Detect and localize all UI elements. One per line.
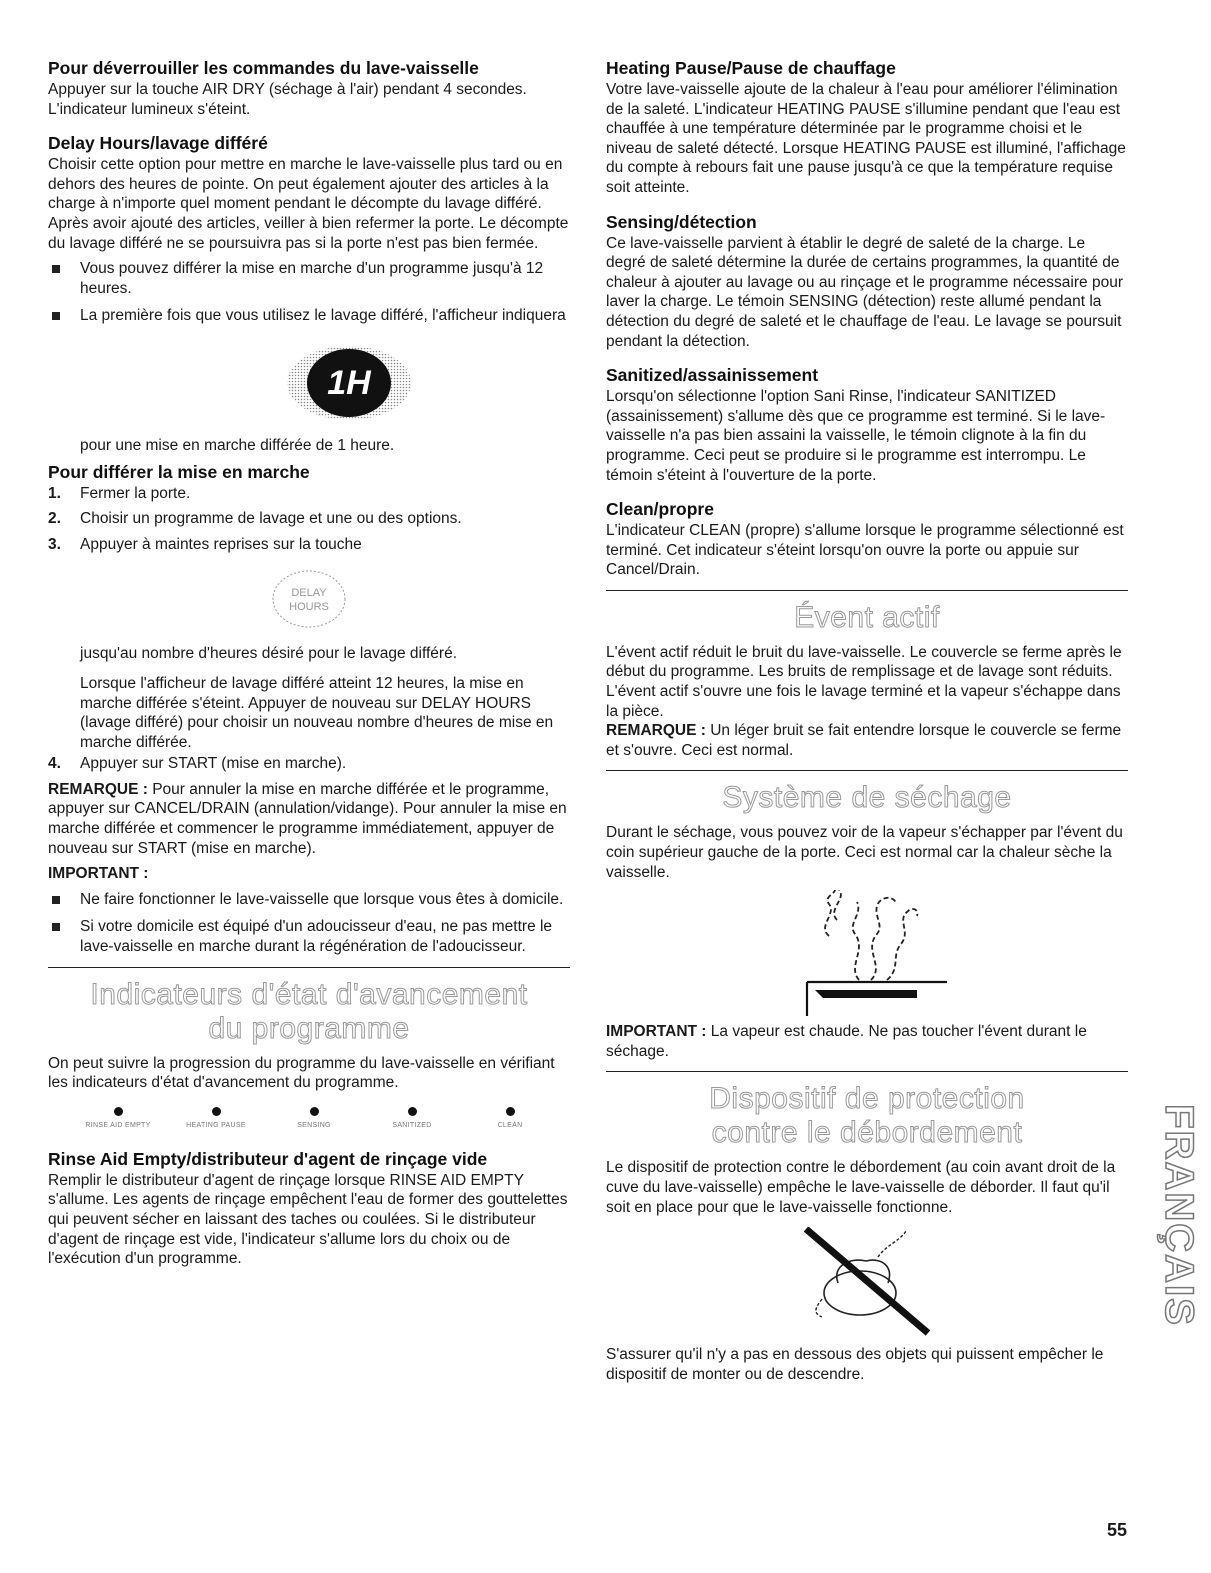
heating-pause-heading: Heating Pause/Pause de chauffage: [606, 58, 896, 78]
steps-list: [48, 484, 570, 555]
overflow-protector-icon: [782, 1227, 952, 1337]
list-item: Si votre domicile est équipé d'un adoucisseur d'eau, ne pas mettre le lave-vaisselle en marche durant la régénération de l'adoucisseur.: [48, 917, 570, 956]
step-text: Fermer la porte.: [80, 484, 191, 502]
section-divider: [48, 967, 570, 968]
step-number: 1.: [48, 484, 61, 502]
overflow-heading-line-2: contre le débordement: [711, 1116, 1023, 1150]
rinse-aid-paragraph: Remplir le distributeur d'agent de rinçage lorsque RINSE AID EMPTY s'allume. Les agents de rinçage empêchent l'eau de former des gouttelettes qui peuvent sécher en laissant des taches ou coulées. Si le distributeur d'agent de rinçage est vide, l'indicateur s'allume lors du choix ou de l'exécution d'un programme.: [48, 1171, 568, 1268]
right-column: [606, 58, 1128, 1384]
list-item: [48, 509, 570, 529]
list-item: [48, 484, 570, 504]
remarque-paragraph: [48, 780, 570, 858]
overflow-heading-line-1: Dispositif de protection: [709, 1082, 1025, 1116]
vent-remarque-paragraph: [606, 721, 1128, 760]
status-label: CLEAN: [497, 1121, 523, 1129]
section-divider: [606, 770, 1128, 771]
indicator-light: [506, 1107, 515, 1116]
status-label: SENSING: [297, 1121, 331, 1129]
unlock-heading: Pour déverrouiller les commandes du lave-vaisselle: [48, 58, 479, 78]
page-number: 55: [1106, 1520, 1127, 1540]
hours-label: HOURS: [289, 601, 329, 614]
overflow-protector-illustration: [606, 1227, 1128, 1337]
status-label: RINSE AID EMPTY: [85, 1121, 151, 1129]
clean-paragraph: L'indicateur CLEAN (propre) s'allume lorsque le programme sélectionné est terminé. Cet indicateur s'éteint lorsqu'on ouvre la porte ou appuie sur Cancel/Drain.: [606, 522, 1124, 579]
vent-section-heading: Évent actif: [794, 600, 940, 634]
display-caption: pour une mise en marche différée de 1 heure.: [80, 436, 395, 454]
list-item: La première fois que vous utilisez le lavage différé, l'afficheur indiquera: [48, 306, 570, 326]
remarque-text: Un léger bruit se fait entendre lorsque le couvercle se ferme et s'ouvre. Ceci est normal.: [606, 722, 1122, 759]
overflow-paragraph: Le dispositif de protection contre le débordement (au coin avant droit de la cuve du lave-vaisselle) empêche le lave-vaisselle de déborder. Il faut qu'il soit en place pour que le lave-vaisselle fonctionne.: [606, 1159, 1116, 1216]
delay-hours-button-icon: [269, 568, 349, 630]
delay-display-illustration: [48, 344, 570, 422]
indicator-light: [212, 1107, 221, 1116]
status-label: SANITIZED: [392, 1121, 432, 1129]
list-item: Ne faire fonctionner le lave-vaisselle que lorsque vous êtes à domicile.: [48, 890, 570, 910]
vent-paragraph: L'évent actif réduit le bruit du lave-vaisselle. Le couvercle se ferme après le début du programme. Les bruits de remplissage et de lavage sont réduits. L'évent actif s'ouvre une fois le lavage terminé et la vapeur s'échappe dans la pièce.: [606, 643, 1122, 720]
step-text: Appuyer sur START (mise en marche).: [80, 755, 347, 773]
status-indicator-sanitized: [372, 1107, 452, 1129]
overflow-section-heading: [606, 1082, 1128, 1150]
status-paragraph: On peut suivre la progression du programme du lave-vaisselle en vérifiant les indicateurs d'état d'avancement du programme.: [48, 1054, 555, 1092]
language-side-tab: [1152, 1082, 1204, 1348]
drying-important-paragraph: [606, 1022, 1128, 1061]
drying-section-heading: Système de séchage: [722, 781, 1012, 815]
list-item: Vous pouvez différer la mise en marche d'un programme jusqu'à 12 heures.: [48, 259, 570, 298]
list-item: [48, 535, 570, 555]
sensing-paragraph: Ce lave-vaisselle parvient à établir le degré de saleté de la charge. Le degré de saleté détermine la durée de certains programmes, la quantité de chaleur à ajouter au lavage ou au rinçage et le programme nécessaire pour laver la charge. Le témoin SENSING (détection) reste allumé pendant la détection du degré de saleté et le chauffage de l'eau. Le lavage se poursuit pendant la détection.: [606, 234, 1123, 350]
status-label: HEATING PAUSE: [186, 1121, 246, 1129]
delay-hours-paragraph: Choisir cette option pour mettre en marche le lave-vaisselle plus tard ou en dehors des heures de pointe. On peut également ajouter des articles à la charge à n'importe quel moment pendant le décompte du lavage différé. Après avoir ajouté des articles, veiller à bien refermer la porte. Le décompte du lavage différé ne se poursuivra pas si la porte n'est pas bien fermée.: [48, 156, 569, 252]
step-text: Choisir un programme de lavage et une ou des options.: [80, 510, 462, 528]
delay-hours-button-illustration: [48, 568, 570, 630]
left-column: [48, 58, 570, 1269]
steam-vent-illustration: [606, 890, 1128, 1016]
indicator-light: [408, 1107, 417, 1116]
step-text: Appuyer à maintes reprises sur la touche: [80, 535, 362, 553]
step-3-note: Lorsque l'afficheur de lavage différé atteint 12 heures, la mise en marche différée s'éteint. Appuyer de nouveau sur DELAY HOURS (lavage différé) pour choisir un nouveau nombre d'heures de mise en marche différée.: [80, 674, 554, 751]
clean-heading: Clean/propre: [606, 499, 714, 520]
status-indicators: [48, 1107, 570, 1129]
rinse-aid-heading: Rinse Aid Empty/distributeur d'agent de rinçage vide: [48, 1148, 488, 1169]
sanitized-heading: Sanitized/assainissement: [606, 365, 819, 386]
important-bullets: [48, 890, 570, 957]
delay-bullets: [48, 259, 570, 326]
steam-vent-icon: [767, 890, 967, 1016]
important-label: IMPORTANT :: [48, 865, 149, 883]
display-icon: [285, 344, 413, 422]
delay-hours-heading: Delay Hours/lavage différé: [48, 133, 268, 154]
important-text: La vapeur est chaude. Ne pas toucher l'évent durant le séchage.: [606, 1023, 1087, 1060]
language-tab-label: FRANÇAIS: [1156, 1103, 1201, 1327]
indicator-light: [310, 1107, 319, 1116]
indicator-light: [114, 1107, 123, 1116]
important-label: IMPORTANT :: [606, 1023, 707, 1041]
status-heading-line-2: du programme: [208, 1011, 410, 1045]
section-divider: [606, 1071, 1128, 1072]
status-indicator-heating-pause: [176, 1107, 256, 1129]
delay-label: DELAY: [291, 587, 327, 600]
remarque-label: REMARQUE :: [48, 780, 148, 798]
unlock-paragraph: Appuyer sur la touche AIR DRY (séchage à l'air) pendant 4 secondes. L'indicateur lumineux s'éteint.: [48, 81, 527, 118]
remarque-text: Pour annuler la mise en marche différée et le programme, appuyer sur CANCEL/DRAIN (annulation/vidange). Pour annuler la mise en marche différée et commencer le programme immédiatement, appuyer de nouveau sur START (mise en marche).: [48, 780, 567, 857]
step-number: 2.: [48, 510, 61, 528]
steps-list-continued: [48, 754, 570, 774]
step-number: 4.: [48, 755, 61, 773]
remarque-label: REMARQUE :: [606, 722, 706, 740]
status-section-heading: [48, 978, 570, 1046]
heating-pause-paragraph: Votre lave-vaisselle ajoute de la chaleur à l'eau pour améliorer l'élimination de la saleté. L'indicateur HEATING PAUSE s'illumine pendant que l'eau est chauffée à une température déterminée par le programme choisi et le niveau de saleté détecté. Lorsque HEATING PAUSE est illuminé, l'affichage du compte à rebours fait une pause jusqu'à ce que la température requise soit atteinte.: [606, 81, 1126, 196]
status-indicator-rinse-aid: [78, 1107, 158, 1129]
status-indicator-clean: [470, 1107, 550, 1129]
drying-paragraph: Durant le séchage, vous pouvez voir de la vapeur s'échapper par l'évent du coin supérieur gauche de la porte. Ceci est normal car la chaleur sèche la vaisselle.: [606, 824, 1123, 881]
step-3-after: jusqu'au nombre d'heures désiré pour le lavage différé.: [80, 645, 458, 663]
sanitized-paragraph: Lorsqu'on sélectionne l'option Sani Rinse, l'indicateur SANITIZED (assainissement) s'allume dès que ce programme est terminé. Si le lave-vaisselle n'a pas bien assaini la vaisselle, le témoin clignote à la fin du programme. Ceci peut se produire si le programme est interrompu. Le témoin s'éteint à l'ouverture de la porte.: [606, 388, 1106, 484]
list-item: [48, 754, 570, 774]
sensing-heading: Sensing/détection: [606, 211, 757, 232]
status-indicator-sensing: [274, 1107, 354, 1129]
overflow-caption: S'assurer qu'il n'y a pas en dessous des objets qui puissent empêcher le dispositif de monter ou de descendre.: [606, 1346, 1104, 1383]
status-heading-line-1: Indicateurs d'état d'avancement: [90, 977, 528, 1011]
start-delay-heading: Pour différer la mise en marche: [48, 461, 310, 482]
display-value: 1H: [327, 363, 371, 402]
step-number: 3.: [48, 535, 61, 553]
section-divider: [606, 590, 1128, 591]
